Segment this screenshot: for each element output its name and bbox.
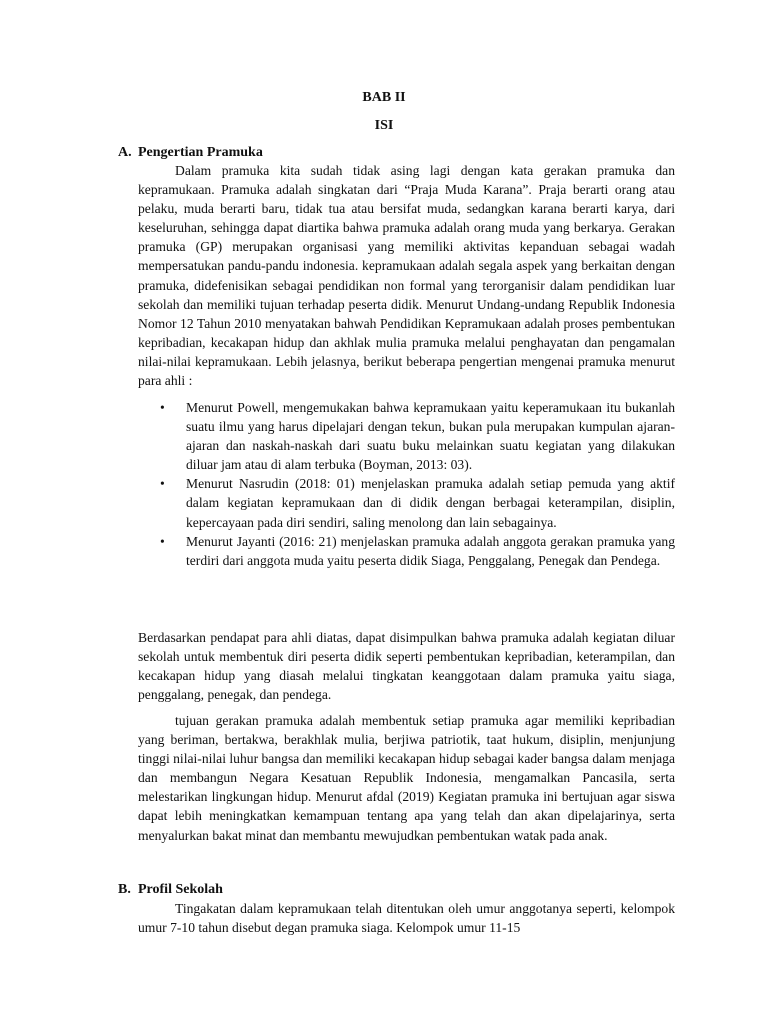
section-b-paragraph-1: Tingakatan dalam kepramukaan telah ditentukan oleh umur anggotanya seperti, kelompok umur 7-10 tahun disebut degan pramuka siaga. Kelompok umur 11-15 xyxy=(138,901,675,936)
section-b-title: Profil Sekolah xyxy=(138,882,223,897)
bullet-icon: • xyxy=(160,476,165,492)
section-b-heading xyxy=(118,880,223,899)
section-a-paragraph-1: Dalam pramuka kita sudah tidak asing lagi dengan kata gerakan pramuka dan kepramukaan. Pramuka adalah singkatan dari “Praja Muda Karana”. Praja berarti orang atau pelaku, muda berarti baru, tidak tua atau bersifat muda, sedangkan karana berarti karya, dari keseluruhan, sehingga dapat diartika bahwa pramuka adalah orang muda yang berkarya. Gerakan pramuka (GP) merupakan organisasi yang memiliki aktivitas kepanduan sebagai wadah mempersatukan pandu-pandu indonesia. kepramukaan adalah segala aspek yang berkaitan dengan pramuka, didefenisikan sebagai pendidikan non formal yang terorganisir dalam pendidikan luar sekolah dan memiliki tujuan terhadap peserta didik. Menurut Undang-undang Republik Indonesia Nomor 12 Tahun 2010 menyatakan bahwah Pendidikan Kepramukaan adalah proses pembentukan kepribadian, kecakapan hidup dan akhlak mulia pramuka melalui penghayatan dan pengamalan nilai-nilai kepramukaan. Lebih jelasnya, berikut beberapa pengertian mengenai pramuka menurut para ahli : xyxy=(138,163,675,389)
section-a-heading xyxy=(118,143,263,162)
list-item-text: Menurut Jayanti (2016: 21) menjelaskan pramuka adalah anggota gerakan pramuka yang terdiri dari anggota muda yaitu peserta didik Siaga, Penggalang, Penegak dan Pendega. xyxy=(186,533,675,568)
bullet-icon: • xyxy=(160,400,165,415)
list-item xyxy=(138,532,675,570)
section-a-title: Pengertian Pramuka xyxy=(138,145,263,160)
expert-definitions-list xyxy=(138,398,675,570)
list-item-text: Menurut Powell, mengemukakan bahwa kepramukaan yaitu keperamukaan itu bukanlah suatu ilmu yang harus dipelajari dengan tekun, bukan pula merupakan kumpulan ajaran-ajaran dan naskah-naskah dari suatu buku melainkan suatu kegiatan yang dilakukan diluar jam atau di alam terbuka (Boyman, 2013: 03). xyxy=(186,400,675,473)
section-a-number: A. xyxy=(118,145,132,160)
list-item xyxy=(138,398,675,474)
section-b-number: B. xyxy=(118,882,131,897)
list-item xyxy=(138,474,675,531)
chapter-heading: BAB II xyxy=(362,90,406,105)
section-a-paragraph-2: Berdasarkan pendapat para ahli diatas, dapat disimpulkan bahwa pramuka adalah kegiatan diluar sekolah untuk membentuk diri peserta didik seperti pembentukan kepribadian, keterampilan, dan kecakapan hidup yang diasah melalui tingkatan keanggotaan dalam pramuka yaitu siaga, penggalang, penegak, dan pendega. xyxy=(138,630,675,703)
part-heading: ISI xyxy=(374,118,394,133)
section-a-paragraph-3: tujuan gerakan pramuka adalah membentuk setiap pramuka agar memiliki kepribadian yang beriman, bertakwa, berakhlak mulia, berjiwa patriotik, taat hukum, disiplin, menjunjung tinggi nilai-nilai luhur bangsa dan memiliki kecakapan hidup sebagai kader bangsa dalam menjaga dan membangun Negara Kesatuan Republik Indonesia, mengamalkan Pancasila, serta melestarikan lingkungan hidup. Menurut afdal (2019) Kegiatan pramuka ini bertujuan agar siswa dapat lebih meningkatkan kemampuan tentang apa yang telah dan akan dipelajarinya, serta menyalurkan bakat minat dan membantu mewujudkan pembentukan watak pada anak. xyxy=(138,713,675,843)
bullet-icon: • xyxy=(160,533,165,549)
list-item-text: Menurut Nasrudin (2018: 01) menjelaskan pramuka adalah setiap pemuda yang aktif dalam kegiatan kepramukaan dan di didik dengan berbagai keterampilan, disiplin, kepercayaan pada diri sendiri, saling menolong dan lain sebagainya. xyxy=(186,476,675,530)
